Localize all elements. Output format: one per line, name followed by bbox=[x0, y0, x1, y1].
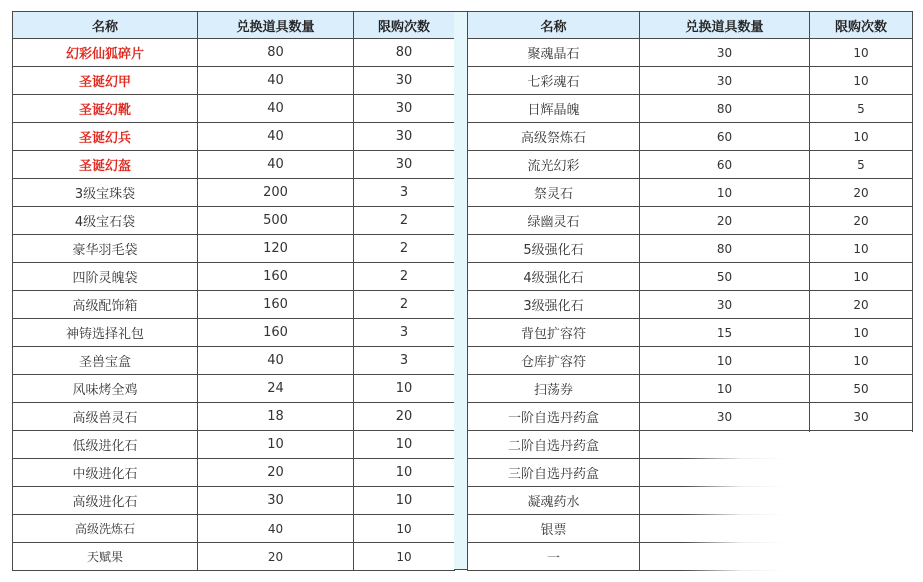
cell-qty: 160 bbox=[198, 319, 354, 347]
header-qty: 兑换道具数量 bbox=[640, 12, 810, 39]
cell-qty: 24 bbox=[198, 375, 354, 403]
faded-area-overlay bbox=[684, 432, 914, 572]
cell-qty: 160 bbox=[198, 291, 354, 319]
cell-limit: 10 bbox=[810, 235, 913, 263]
table-row bbox=[13, 319, 455, 347]
cell-name: 扫荡券 bbox=[468, 375, 640, 403]
header-limit: 限购次数 bbox=[810, 12, 913, 39]
cell-limit: 80 bbox=[354, 39, 455, 67]
cell-limit: 10 bbox=[810, 123, 913, 151]
table-row bbox=[468, 39, 913, 67]
cell-qty: 160 bbox=[198, 263, 354, 291]
table-row bbox=[13, 459, 455, 487]
cell-qty: 80 bbox=[198, 39, 354, 67]
cell-limit: 10 bbox=[354, 375, 455, 403]
cell-limit: 10 bbox=[810, 39, 913, 67]
table-row bbox=[468, 375, 913, 403]
cell-name: 凝魂药水 bbox=[468, 487, 640, 515]
cell-qty: 18 bbox=[198, 403, 354, 431]
table-row bbox=[468, 319, 913, 347]
table-row bbox=[468, 291, 913, 319]
cell-qty: 40 bbox=[198, 123, 354, 151]
cell-name: 圣诞幻盔 bbox=[13, 151, 198, 179]
cell-name: 绿幽灵石 bbox=[468, 207, 640, 235]
cell-name: 3级宝珠袋 bbox=[13, 179, 198, 207]
table-row bbox=[13, 67, 455, 95]
cell-qty: 30 bbox=[198, 487, 354, 515]
cell-name: 3级强化石 bbox=[468, 291, 640, 319]
cell-limit: 2 bbox=[354, 235, 455, 263]
cell-name: 圣诞幻靴 bbox=[13, 95, 198, 123]
table-row bbox=[13, 543, 455, 571]
cell-limit: 10 bbox=[810, 347, 913, 375]
cell-name: 低级进化石 bbox=[13, 431, 198, 459]
cell-limit: 3 bbox=[354, 179, 455, 207]
table-row bbox=[468, 151, 913, 179]
table-row bbox=[468, 207, 913, 235]
cell-name: 5级强化石 bbox=[468, 235, 640, 263]
cell-name: 高级配饰箱 bbox=[13, 291, 198, 319]
table-row bbox=[13, 123, 455, 151]
cell-limit: 50 bbox=[810, 375, 913, 403]
cell-name: 高级兽灵石 bbox=[13, 403, 198, 431]
cell-limit: 20 bbox=[810, 291, 913, 319]
table-row bbox=[13, 263, 455, 291]
right-header-row bbox=[468, 12, 913, 39]
cell-name: 仓库扩容符 bbox=[468, 347, 640, 375]
cell-limit: 10 bbox=[354, 543, 455, 571]
left-exchange-table bbox=[12, 11, 455, 571]
cell-limit: 10 bbox=[810, 263, 913, 291]
cell-limit: 10 bbox=[810, 67, 913, 95]
cell-limit: 2 bbox=[354, 207, 455, 235]
cell-qty: 30 bbox=[640, 403, 810, 431]
cell-name: 高级洗炼石 bbox=[13, 515, 198, 543]
header-qty: 兑换道具数量 bbox=[198, 12, 354, 39]
table-row bbox=[13, 515, 455, 543]
table-row bbox=[13, 39, 455, 67]
cell-qty: 10 bbox=[640, 375, 810, 403]
table-row bbox=[13, 431, 455, 459]
cell-qty: 30 bbox=[640, 291, 810, 319]
table-row bbox=[13, 403, 455, 431]
table-row bbox=[468, 403, 913, 431]
header-limit: 限购次数 bbox=[354, 12, 455, 39]
cell-name: 聚魂晶石 bbox=[468, 39, 640, 67]
left-header-row bbox=[13, 12, 455, 39]
left-table-body bbox=[13, 39, 455, 571]
cell-limit: 20 bbox=[810, 207, 913, 235]
cell-name: 流光幻彩 bbox=[468, 151, 640, 179]
cell-name: 银票 bbox=[468, 515, 640, 543]
cell-qty: 20 bbox=[198, 459, 354, 487]
cell-limit: 30 bbox=[354, 67, 455, 95]
cell-name: 一阶自选丹药盒 bbox=[468, 403, 640, 431]
table-row bbox=[468, 67, 913, 95]
cell-limit: 10 bbox=[354, 487, 455, 515]
table-row bbox=[468, 95, 913, 123]
cell-qty: 40 bbox=[198, 151, 354, 179]
cell-qty: 40 bbox=[198, 95, 354, 123]
cell-qty: 30 bbox=[640, 39, 810, 67]
cell-limit: 30 bbox=[354, 123, 455, 151]
header-name: 名称 bbox=[13, 12, 198, 39]
cell-qty: 80 bbox=[640, 235, 810, 263]
cell-name: 圣诞幻兵 bbox=[13, 123, 198, 151]
cell-name: 4级宝石袋 bbox=[13, 207, 198, 235]
header-name: 名称 bbox=[468, 12, 640, 39]
cell-name: 祭灵石 bbox=[468, 179, 640, 207]
cell-name: 一 bbox=[468, 543, 640, 571]
table-row bbox=[468, 123, 913, 151]
cell-limit: 2 bbox=[354, 291, 455, 319]
cell-name: 幻彩仙狐碎片 bbox=[13, 39, 198, 67]
cell-name: 圣诞幻甲 bbox=[13, 67, 198, 95]
table-row bbox=[468, 263, 913, 291]
cell-limit: 5 bbox=[810, 151, 913, 179]
cell-qty: 200 bbox=[198, 179, 354, 207]
table-row bbox=[468, 235, 913, 263]
cell-limit: 2 bbox=[354, 263, 455, 291]
cell-qty: 40 bbox=[198, 515, 354, 543]
cell-qty: 500 bbox=[198, 207, 354, 235]
table-row bbox=[13, 235, 455, 263]
cell-limit: 3 bbox=[354, 319, 455, 347]
cell-name: 天赋果 bbox=[13, 543, 198, 571]
cell-name: 豪华羽毛袋 bbox=[13, 235, 198, 263]
table-row bbox=[13, 95, 455, 123]
cell-name: 四阶灵魄袋 bbox=[13, 263, 198, 291]
cell-name: 圣兽宝盒 bbox=[13, 347, 198, 375]
cell-limit: 20 bbox=[810, 179, 913, 207]
cell-limit: 10 bbox=[354, 515, 455, 543]
table-row bbox=[468, 347, 913, 375]
cell-limit: 30 bbox=[810, 403, 913, 431]
cell-qty: 80 bbox=[640, 95, 810, 123]
cell-qty: 60 bbox=[640, 123, 810, 151]
cell-qty: 60 bbox=[640, 151, 810, 179]
cell-limit: 10 bbox=[354, 459, 455, 487]
cell-name: 七彩魂石 bbox=[468, 67, 640, 95]
cell-limit: 5 bbox=[810, 95, 913, 123]
cell-qty: 120 bbox=[198, 235, 354, 263]
cell-qty: 30 bbox=[640, 67, 810, 95]
cell-qty: 40 bbox=[198, 347, 354, 375]
cell-name: 背包扩容符 bbox=[468, 319, 640, 347]
table-row bbox=[13, 207, 455, 235]
cell-name: 中级进化石 bbox=[13, 459, 198, 487]
table-row bbox=[13, 375, 455, 403]
cell-limit: 30 bbox=[354, 151, 455, 179]
cell-qty: 40 bbox=[198, 67, 354, 95]
cell-limit: 30 bbox=[354, 95, 455, 123]
cell-limit: 10 bbox=[810, 319, 913, 347]
cell-name: 日辉晶魄 bbox=[468, 95, 640, 123]
table-row bbox=[13, 151, 455, 179]
cell-qty: 10 bbox=[198, 431, 354, 459]
cell-name: 三阶自选丹药盒 bbox=[468, 459, 640, 487]
table-row bbox=[13, 347, 455, 375]
table-divider bbox=[454, 11, 467, 570]
cell-name: 4级强化石 bbox=[468, 263, 640, 291]
cell-name: 二阶自选丹药盒 bbox=[468, 431, 640, 459]
cell-name: 高级祭炼石 bbox=[468, 123, 640, 151]
table-row bbox=[13, 179, 455, 207]
cell-qty: 20 bbox=[640, 207, 810, 235]
cell-limit: 10 bbox=[354, 431, 455, 459]
table-row bbox=[468, 179, 913, 207]
cell-name: 高级进化石 bbox=[13, 487, 198, 515]
table-row bbox=[13, 487, 455, 515]
cell-name: 神铸选择礼包 bbox=[13, 319, 198, 347]
cell-qty: 10 bbox=[640, 347, 810, 375]
cell-qty: 15 bbox=[640, 319, 810, 347]
cell-qty: 50 bbox=[640, 263, 810, 291]
cell-limit: 20 bbox=[354, 403, 455, 431]
table-row bbox=[13, 291, 455, 319]
cell-qty: 10 bbox=[640, 179, 810, 207]
cell-qty: 20 bbox=[198, 543, 354, 571]
cell-name: 风味烤全鸡 bbox=[13, 375, 198, 403]
cell-limit: 3 bbox=[354, 347, 455, 375]
